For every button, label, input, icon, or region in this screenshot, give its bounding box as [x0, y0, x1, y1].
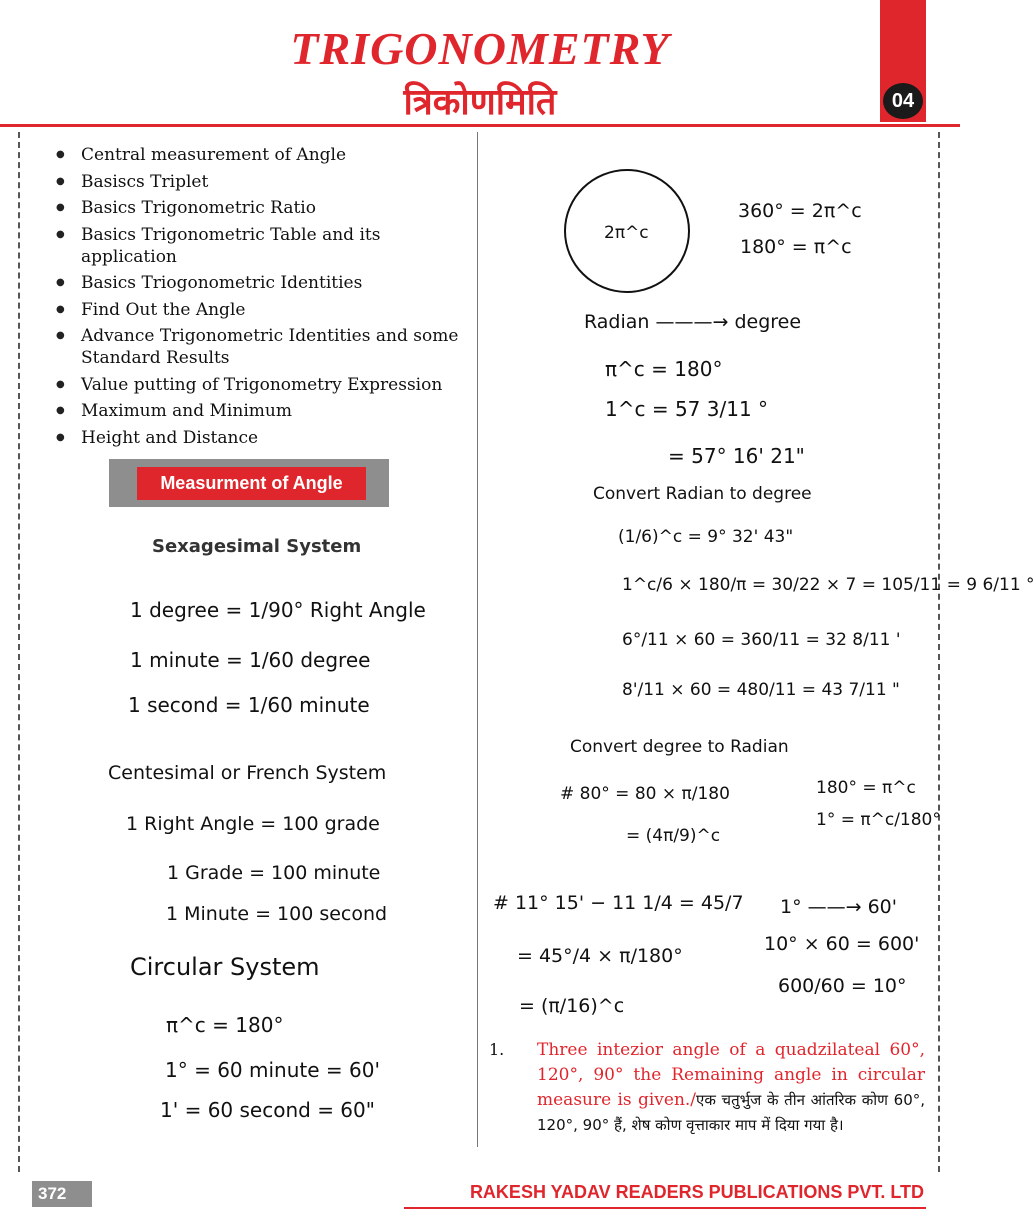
radian-line-1: π^c = 180°: [605, 357, 723, 381]
example-line-3: = (π/16)^c: [519, 995, 625, 1017]
circular-line-1: π^c = 180°: [166, 1013, 284, 1037]
topic-item: ● Advance Trigonometric Identities and some Standard Results: [56, 325, 476, 369]
conversion-line-3: 6°/11 × 60 = 360/11 = 32 8/11 ': [622, 630, 901, 650]
centesimal-line-1: 1 Right Angle = 100 grade: [126, 813, 380, 835]
sexagesimal-line-1: 1 degree = 1/90° Right Angle: [130, 598, 426, 622]
degree-radian-line-2: = (4π/9)^c: [626, 826, 721, 846]
radian-line-2: 1^c = 57 3/11 °: [605, 397, 769, 421]
topic-item: ● Basiscs Triplet: [56, 171, 476, 193]
conversion-line-1: (1/6)^c = 9° 32' 43": [618, 527, 794, 547]
circular-line-3: 1' = 60 second = 60": [160, 1098, 375, 1122]
publisher-name: RAKESH YADAV READERS PUBLICATIONS PVT. LTD: [469, 1182, 924, 1202]
example-line-2: = 45°/4 × π/180°: [517, 945, 683, 967]
circular-heading: Circular System: [130, 953, 320, 981]
frame-right-border: [938, 132, 940, 1172]
sexagesimal-line-2: 1 minute = 1/60 degree: [130, 648, 371, 672]
topic-item: ● Height and Distance: [56, 427, 476, 449]
frame-left-border: [18, 132, 20, 1172]
title-hindi: त्रिकोणमिति: [403, 82, 557, 123]
question-number: 1.: [489, 1040, 505, 1059]
topic-item: ● Central measurement of Angle: [56, 144, 476, 166]
example-side-1: 1° ——→ 60': [780, 896, 897, 918]
degree-radian-side-2: 1° = π^c/180°: [816, 810, 941, 830]
radian-line-3: = 57° 16' 21": [668, 444, 805, 468]
sexagesimal-heading: Sexagesimal System: [152, 536, 362, 557]
topic-item: ● Find Out the Angle: [56, 299, 476, 321]
centesimal-heading: Centesimal or French System: [108, 762, 387, 784]
eq-180-degrees: 180° = π^c: [740, 236, 852, 258]
question-text-hindi: एक चतुर्भुज के तीन आंतरिक कोण 60°, 120°, 90° हैं, शेष कोण वृत्ताकार माप में दिया गया है।: [537, 1091, 925, 1134]
topic-list: [56, 144, 476, 453]
chapter-number-badge: 04: [883, 83, 923, 119]
convert-radian-degree-heading: Convert Radian to degree: [593, 484, 812, 504]
centesimal-line-2: 1 Grade = 100 minute: [167, 862, 381, 884]
degree-radian-line-1: # 80° = 80 × π/180: [560, 784, 730, 804]
degree-radian-side-1: 180° = π^c: [816, 778, 916, 798]
example-line-1: # 11° 15' − 11 1/4 = 45/7: [493, 892, 744, 914]
question-text-english: Three intezior angle of a quadzilateal 60°, 120°, 90° the Remaining angle in circular measure is given./: [537, 1040, 925, 1110]
example-side-3: 600/60 = 10°: [778, 975, 907, 997]
sexagesimal-line-3: 1 second = 1/60 minute: [128, 693, 370, 717]
circle-label: 2π^c: [604, 223, 649, 243]
convert-degree-radian-heading: Convert degree to Radian: [570, 737, 789, 757]
topic-item: ● Basics Trigonometric Table and its application: [56, 224, 476, 268]
page-number: 372: [32, 1181, 92, 1207]
page-header: [0, 0, 960, 130]
topic-item: ● Value putting of Trigonometry Expression: [56, 374, 476, 396]
header-divider: [0, 124, 960, 127]
centesimal-line-3: 1 Minute = 100 second: [166, 903, 388, 925]
question-text: [537, 1038, 925, 1138]
radian-to-degree-arrow: Radian ———→ degree: [584, 311, 802, 333]
section-label: Measurment of Angle: [137, 467, 366, 500]
topic-item: ● Basics Triogonometric Identities: [56, 272, 476, 294]
topic-item: ● Basics Trigonometric Ratio: [56, 197, 476, 219]
title-english: TRIGONOMETRY: [290, 23, 670, 74]
eq-360-degrees: 360° = 2π^c: [738, 200, 862, 222]
example-side-2: 10° × 60 = 600': [764, 933, 920, 955]
conversion-line-2: 1^c/6 × 180/π = 30/22 × 7 = 105/11 = 9 6/11 °: [622, 575, 1035, 595]
circular-line-2: 1° = 60 minute = 60': [165, 1058, 380, 1082]
topic-item: ● Maximum and Minimum: [56, 400, 476, 422]
publisher-underline: [404, 1207, 926, 1209]
column-divider: [477, 132, 478, 1147]
conversion-line-4: 8'/11 × 60 = 480/11 = 43 7/11 ": [622, 680, 900, 700]
